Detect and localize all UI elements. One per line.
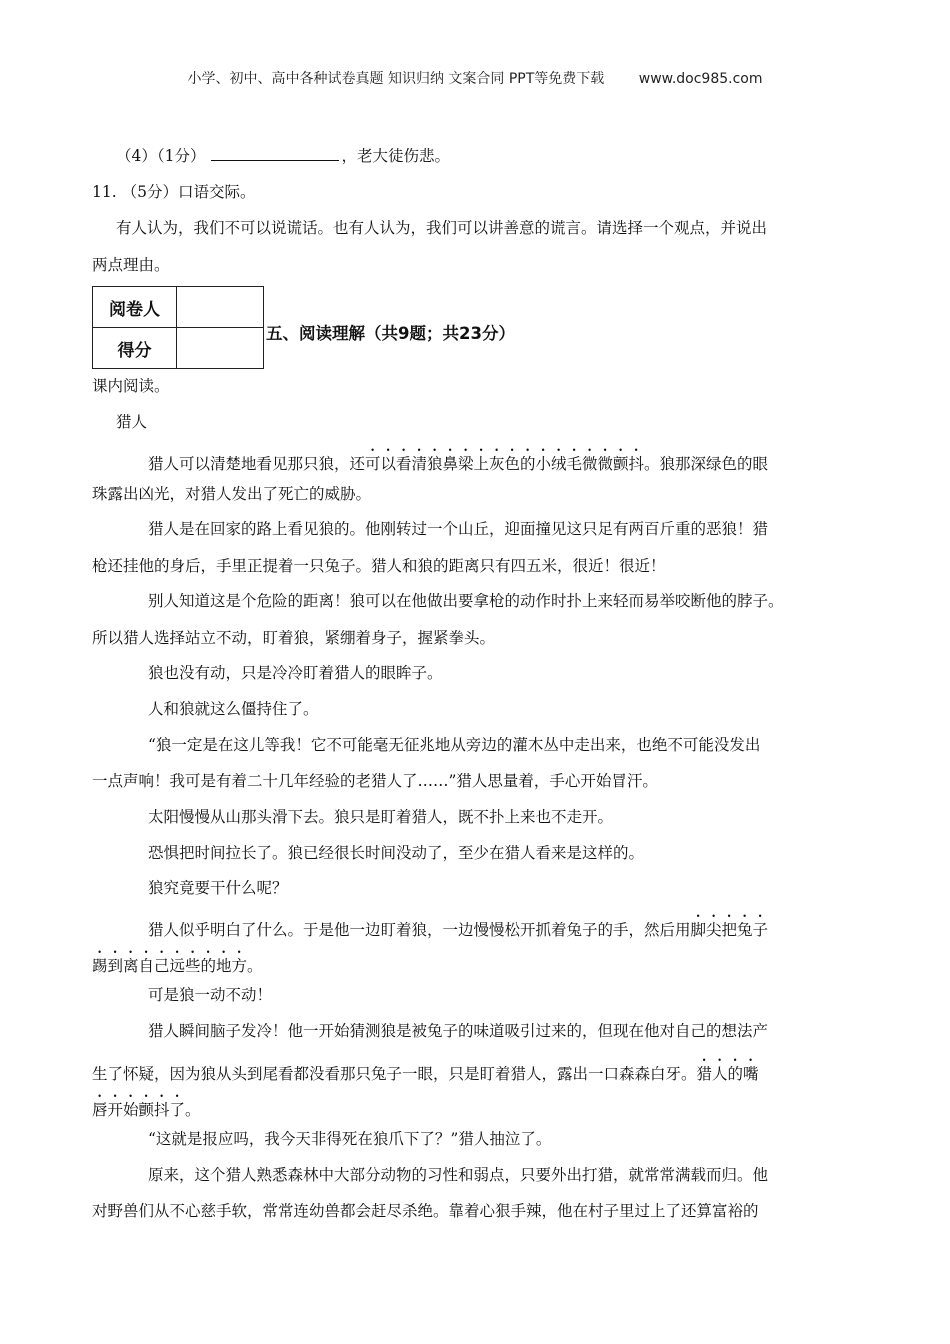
paragraph-2-line-1: 猎人是在回家的路上看见狼的。他刚转过一个山丘，迎面撞见这只足有两百斤重的恶狼！猎	[148, 520, 769, 538]
p10-text-a: 猎人似乎明白了什么。于是他一边盯着狼，一边慢慢松开抓着兔子的手，然后用	[148, 921, 691, 939]
paragraph-9: 狼究竟要干什么呢？	[148, 879, 288, 897]
paragraph-8: 恐惧把时间拉长了。狼已经很长时间没动了，至少在猎人看来是这样的。	[148, 844, 645, 862]
paragraph-11: 可是狼一动不动！	[148, 986, 273, 1004]
question-11-body-line1: 有人认为，我们不可以说谎话。也有人认为，我们可以讲善意的谎言。请选择一个观点，并说出	[116, 219, 768, 237]
paragraph-12-line-3	[92, 1092, 201, 1121]
paragraph-12-line-1: 猎人瞬间脑子发冷！他一开始猜测狼是被兔子的味道吸引过来的，但现在他对自己的想法产	[148, 1022, 769, 1040]
question-4-blank[interactable]	[211, 144, 339, 161]
score-value-cell[interactable]	[177, 328, 264, 369]
story-title: 猎人	[116, 413, 148, 431]
question-11-body-line2: 两点理由。	[92, 256, 170, 274]
p12-text-a: 生了怀疑，因为狼从头到尾看都没看那只兔子一眼，只是盯着猎人，露出一口森森白牙。	[92, 1065, 697, 1083]
reading-intro: 课内阅读。	[92, 377, 170, 395]
paragraph-1-line-2: 珠露出凶光，对猎人发出了死亡的威胁。	[92, 485, 372, 503]
reviewer-label: 阅卷人	[93, 287, 177, 328]
paragraph-5: 人和狼就这么僵持住了。	[148, 700, 319, 718]
reviewer-value-cell[interactable]	[177, 287, 264, 328]
paragraph-12-line-2	[92, 1056, 759, 1085]
p1-text-b: 。狼那深绿色的眼	[644, 455, 769, 473]
paragraph-14-line-1: 原来，这个猎人熟悉森林中大部分动物的习性和弱点，只要外出打猎，就常常满载而归。他	[148, 1166, 769, 1184]
page-header	[0, 68, 950, 88]
paragraph-14-line-2: 对野兽们从不心慈手软，常常连幼兽都会赶尽杀绝。靠着心狠手辣，他在村子里过上了还算富裕的	[92, 1202, 759, 1220]
paragraph-6-line-1: “狼一定是在这儿等我！它不可能毫无征兆地从旁边的灌木丛中走出来，也绝不可能没发出	[148, 736, 761, 754]
p10-emphasized-text-1: 脚尖把兔子	[690, 921, 769, 939]
paragraph-4: 狼也没有动，只是冷冷盯着猎人的眼眸子。	[148, 664, 443, 682]
p12-text-b: 。	[185, 1101, 201, 1119]
paragraph-3-line-1: 别人知道这是个危险的距离！狼可以在他做出要拿枪的动作时扑上来轻而易举咬断他的脖子。	[148, 592, 784, 610]
question-4-prefix: （4）（1分）	[116, 147, 206, 165]
p1-text-a: 猎人可以清楚地看见那只狼，还	[148, 455, 366, 473]
paragraph-10-line-2	[92, 948, 263, 977]
p12-emphasized-text-2: 唇开始颤抖了	[92, 1101, 186, 1119]
score-table	[92, 286, 264, 369]
paragraph-2-line-2: 枪还挂他的身后，手里正提着一只兔子。猎人和狼的距离只有四五米，很近！很近！	[92, 557, 666, 575]
header-text: 小学、初中、高中各种试卷真题 知识归纳 文案合同 PPT等免费下载	[187, 71, 605, 87]
paragraph-3-line-2: 所以猎人选择站立不动，盯着狼，紧绷着身子，握紧拳头。	[92, 629, 496, 647]
p10-emphasized-text-2: 踢到离自己远些的地方	[92, 957, 248, 975]
paragraph-6-line-2: 一点声响！我可是有着二十几年经验的老猎人了……”猎人思量着，手心开始冒汗。	[92, 772, 658, 790]
paragraph-13: “这就是报应吗，我今天非得死在狼爪下了？”猎人抽泣了。	[148, 1130, 552, 1148]
section-title: 五、阅读理解（共9题；共23分）	[266, 324, 515, 343]
header-site-link[interactable]: www.doc985.com	[638, 71, 763, 87]
score-label: 得分	[93, 328, 177, 369]
p10-text-b: 。	[247, 957, 263, 975]
question-4-suffix: ，老大徒伤悲。	[341, 147, 450, 165]
paragraph-7: 太阳慢慢从山那头滑下去。狼只是盯着猎人，既不扑上来也不走开。	[148, 808, 614, 826]
question-4	[116, 144, 450, 167]
p12-emphasized-text-1: 猎人的嘴	[696, 1065, 759, 1083]
paragraph-1-line-1	[148, 446, 768, 475]
p1-emphasized-text: 可以看清狼鼻梁上灰色的小绒毛微微颤抖	[365, 455, 645, 473]
question-11-title: 11. （5分）口语交际。	[92, 183, 256, 201]
paragraph-10-line-1	[148, 912, 768, 941]
